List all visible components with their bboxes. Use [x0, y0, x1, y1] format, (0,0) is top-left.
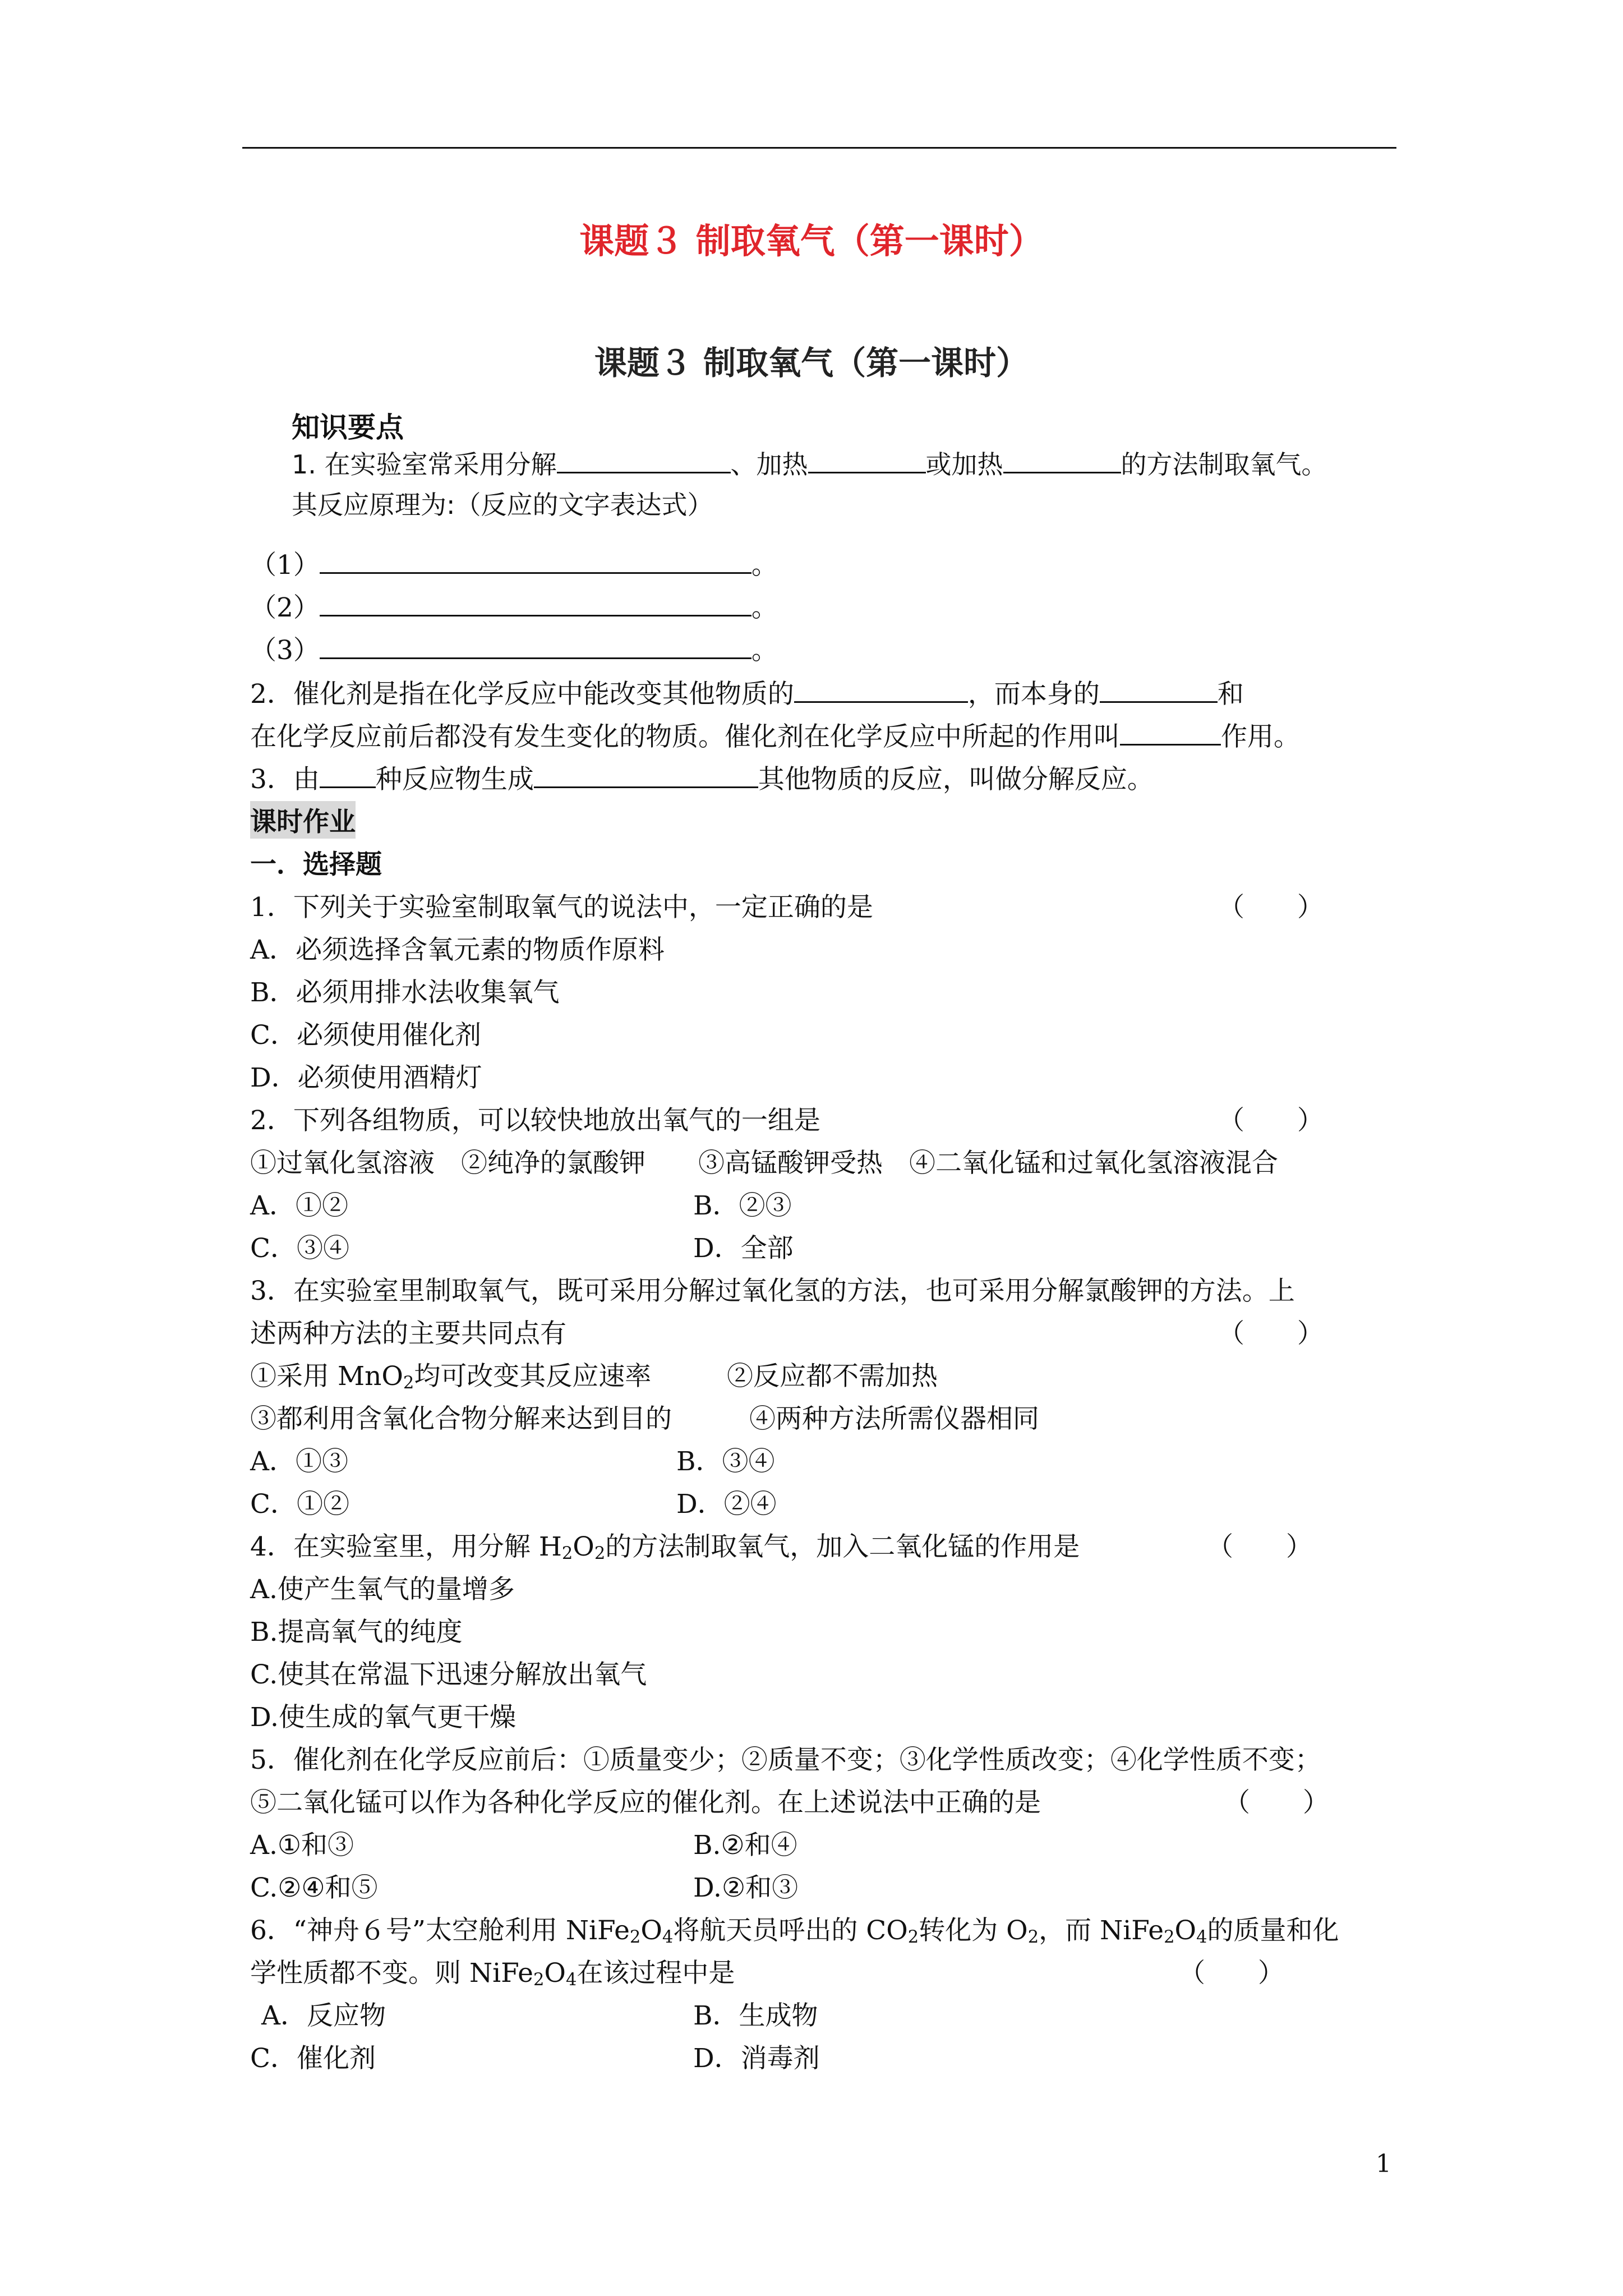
q5-option-c: C.②④和⑤ — [250, 1872, 378, 1903]
q2-option-a: A．①② — [250, 1190, 348, 1221]
q4-option-a: A.使产生氧气的量增多 — [250, 1574, 515, 1605]
knowledge-q2-part-c: 和 — [1217, 679, 1244, 710]
answer-paren[interactable]: （ ） — [1224, 1787, 1329, 1818]
knowledge-q1-part-d: 的方法制取氧气。 — [1121, 449, 1327, 480]
blank-field[interactable] — [808, 447, 926, 473]
q6-s4: 转化为 O — [919, 1915, 1028, 1946]
answer-paren[interactable]: （ ） — [1218, 1318, 1324, 1349]
q6-option-a: A．反应物 — [261, 2000, 386, 2031]
q6-sub6: 4 — [1196, 1927, 1207, 1948]
q6-s7: 的质量和化 — [1207, 1915, 1339, 1946]
blank-field[interactable] — [320, 590, 751, 616]
q6-sub1: 2 — [629, 1927, 641, 1948]
page-number: 1 — [1376, 2150, 1391, 2178]
q6-sub4: 2 — [1027, 1927, 1039, 1948]
q6-s5: ，而 NiFe — [1039, 1915, 1164, 1946]
question-1-stem: 1．下列关于实验室制取氧气的说法中，一定正确的是 — [250, 892, 873, 923]
blank-field[interactable] — [794, 677, 968, 703]
q3-option-a: A．①③ — [250, 1446, 348, 1477]
blank-field[interactable] — [1120, 719, 1221, 746]
q3-item-1-pre: ①采用 MnO — [250, 1361, 403, 1392]
q3-item-4: ④两种方法所需仪器相同 — [749, 1404, 1039, 1434]
header-rule — [242, 147, 1396, 149]
knowledge-q2-part-a: 2．催化剂是指在化学反应中能改变其他物质的 — [250, 679, 794, 710]
question-5-stem-line1: 5．催化剂在化学反应前后：①质量变少；②质量不变；③化学性质改变；④化学性质不变； — [250, 1745, 1321, 1775]
q6-l2b: O — [544, 1958, 566, 1989]
q5-option-b: B.②和④ — [693, 1830, 797, 1861]
answer-paren[interactable]: （ ） — [1207, 1531, 1312, 1562]
question-5-stem-line2: ⑤二氧化锰可以作为各种化学反应的催化剂。在上述说法中正确的是 — [250, 1787, 1041, 1818]
q3-item-2: ②反应都不需加热 — [727, 1361, 938, 1392]
q6-l2c: 在该过程中是 — [577, 1958, 735, 1989]
knowledge-q2 — [250, 673, 1244, 711]
section-heading: 一．选择题 — [250, 849, 382, 880]
knowledge-q2-line2-a: 在化学反应前后都没有发生变化的物质。催化剂在化学反应中所起的作用叫 — [250, 721, 1120, 752]
knowledge-q3 — [250, 758, 1154, 796]
q6-l2sub1: 2 — [533, 1970, 545, 1990]
question-2-stem: 2．下列各组物质，可以较快地放出氧气的一组是 — [250, 1105, 820, 1136]
q6-option-c: C．催化剂 — [250, 2043, 376, 2074]
q3-option-b: B．③④ — [676, 1446, 775, 1477]
blank-field[interactable] — [320, 762, 376, 788]
q4-option-b: B.提高氧气的纯度 — [250, 1617, 463, 1648]
q4-stem-post: 的方法制取氧气，加入二氧化锰的作用是 — [605, 1531, 1080, 1562]
knowledge-q3-part-a: 3．由 — [250, 764, 320, 795]
q1-option-c: C．必须使用催化剂 — [250, 1020, 481, 1051]
q6-s2: O — [640, 1915, 662, 1946]
blank-field[interactable] — [534, 762, 758, 788]
q6-s6: O — [1174, 1915, 1197, 1946]
knowledge-q1-line2: 其反应原理为:（反应的文字表达式） — [292, 490, 713, 520]
q6-l2a: 学性质都不变。则 NiFe — [250, 1958, 533, 1989]
question-6-stem-line2 — [250, 1952, 735, 1990]
knowledge-q2-line2 — [250, 716, 1300, 753]
q5-option-a: A.①和③ — [250, 1830, 354, 1861]
q1-option-d: D．必须使用酒精灯 — [250, 1062, 482, 1093]
period: 。 — [751, 592, 778, 623]
knowledge-q2-part-b: ，而本身的 — [967, 679, 1100, 710]
q6-sub3: 2 — [907, 1927, 919, 1948]
page-title-red: 课题３ 制取氧气（第一课时） — [579, 220, 1044, 261]
knowledge-q1-part-b: 、加热 — [730, 449, 808, 480]
q6-s1: 6．“神舟６号”太空舱利用 NiFe — [250, 1915, 630, 1946]
question-3-stem-line1: 3．在实验室里制取氧气，既可采用分解过氧化氢的方法，也可采用分解氯酸钾的方法。上 — [250, 1276, 1295, 1306]
q2-option-d: D．全部 — [693, 1233, 794, 1264]
knowledge-q3-part-c: 其他物质的反应，叫做分解反应。 — [758, 764, 1154, 795]
q4-stem-mid: O — [573, 1531, 594, 1562]
blank-field[interactable] — [1100, 677, 1218, 703]
q6-option-d: D．消毒剂 — [693, 2043, 820, 2074]
q6-s3: 将航天员呼出的 CO — [673, 1915, 908, 1946]
q3-item-1 — [250, 1355, 651, 1393]
q3-item-1-post: 均可改变其反应速率 — [414, 1361, 652, 1392]
reaction-label-1: （1） — [250, 550, 320, 581]
question-4-stem — [250, 1526, 1080, 1563]
q4-option-c: C.使其在常温下迅速分解放出氧气 — [250, 1659, 647, 1690]
q5-option-d: D.②和③ — [693, 1872, 799, 1903]
question-3-stem-line2: 述两种方法的主要共同点有 — [250, 1318, 566, 1349]
q3-item-3: ③都利用含氧化合物分解来达到目的 — [250, 1404, 672, 1434]
q1-option-b: B．必须用排水法收集氧气 — [250, 977, 560, 1008]
answer-paren[interactable]: （ ） — [1218, 1105, 1324, 1136]
reaction-label-2: （2） — [250, 592, 320, 623]
reaction-line-2 — [250, 587, 778, 624]
knowledge-q1-part-c: 或加热 — [925, 449, 1003, 480]
knowledge-q1 — [292, 444, 1327, 481]
homework-heading: 课时作业 — [250, 801, 356, 839]
reaction-line-1 — [250, 544, 778, 582]
blank-field[interactable] — [320, 633, 751, 659]
q6-sub5: 2 — [1164, 1927, 1175, 1948]
knowledge-q3-part-b: 种反应物生成 — [375, 764, 534, 795]
q6-option-b: B．生成物 — [693, 2000, 818, 2031]
q6-sub2: 4 — [662, 1927, 674, 1948]
q2-option-c: C．③④ — [250, 1233, 349, 1264]
knowledge-heading: 知识要点 — [292, 411, 404, 444]
knowledge-q2-line2-b: 作用。 — [1221, 721, 1300, 752]
q2-items: ①过氧化氢溶液 ②纯净的氯酸钾 ③高锰酸钾受热 ④二氧化锰和过氧化氢溶液混合 — [250, 1148, 1278, 1179]
q3-item-1-sub: 2 — [403, 1373, 414, 1393]
reaction-line-3 — [250, 629, 778, 667]
period: 。 — [751, 550, 778, 581]
q1-option-a: A．必须选择含氧元素的物质作原料 — [250, 935, 665, 965]
q3-option-d: D．②④ — [676, 1489, 777, 1520]
q4-stem-sub1: 2 — [561, 1544, 573, 1564]
answer-paren[interactable]: （ ） — [1179, 1958, 1284, 1989]
page-title: 课题３ 制取氧气（第一课时） — [594, 344, 1029, 382]
blank-field[interactable] — [557, 447, 731, 473]
blank-field[interactable] — [1003, 447, 1121, 473]
q4-stem-pre: 4．在实验室里，用分解 H — [250, 1531, 562, 1562]
period: 。 — [751, 635, 778, 666]
q4-stem-sub2: 2 — [594, 1544, 606, 1564]
q2-option-b: B．②③ — [693, 1190, 792, 1221]
blank-field[interactable] — [320, 547, 751, 574]
knowledge-q1-part-a: 1. 在实验室常采用分解 — [292, 449, 557, 480]
q4-option-d: D.使生成的氧气更干燥 — [250, 1702, 516, 1733]
reaction-label-3: （3） — [250, 635, 320, 666]
question-6-stem-line1 — [250, 1910, 1339, 1947]
q6-l2sub2: 4 — [565, 1970, 577, 1990]
answer-paren[interactable]: （ ） — [1218, 892, 1324, 923]
q3-option-c: C．①② — [250, 1489, 349, 1520]
